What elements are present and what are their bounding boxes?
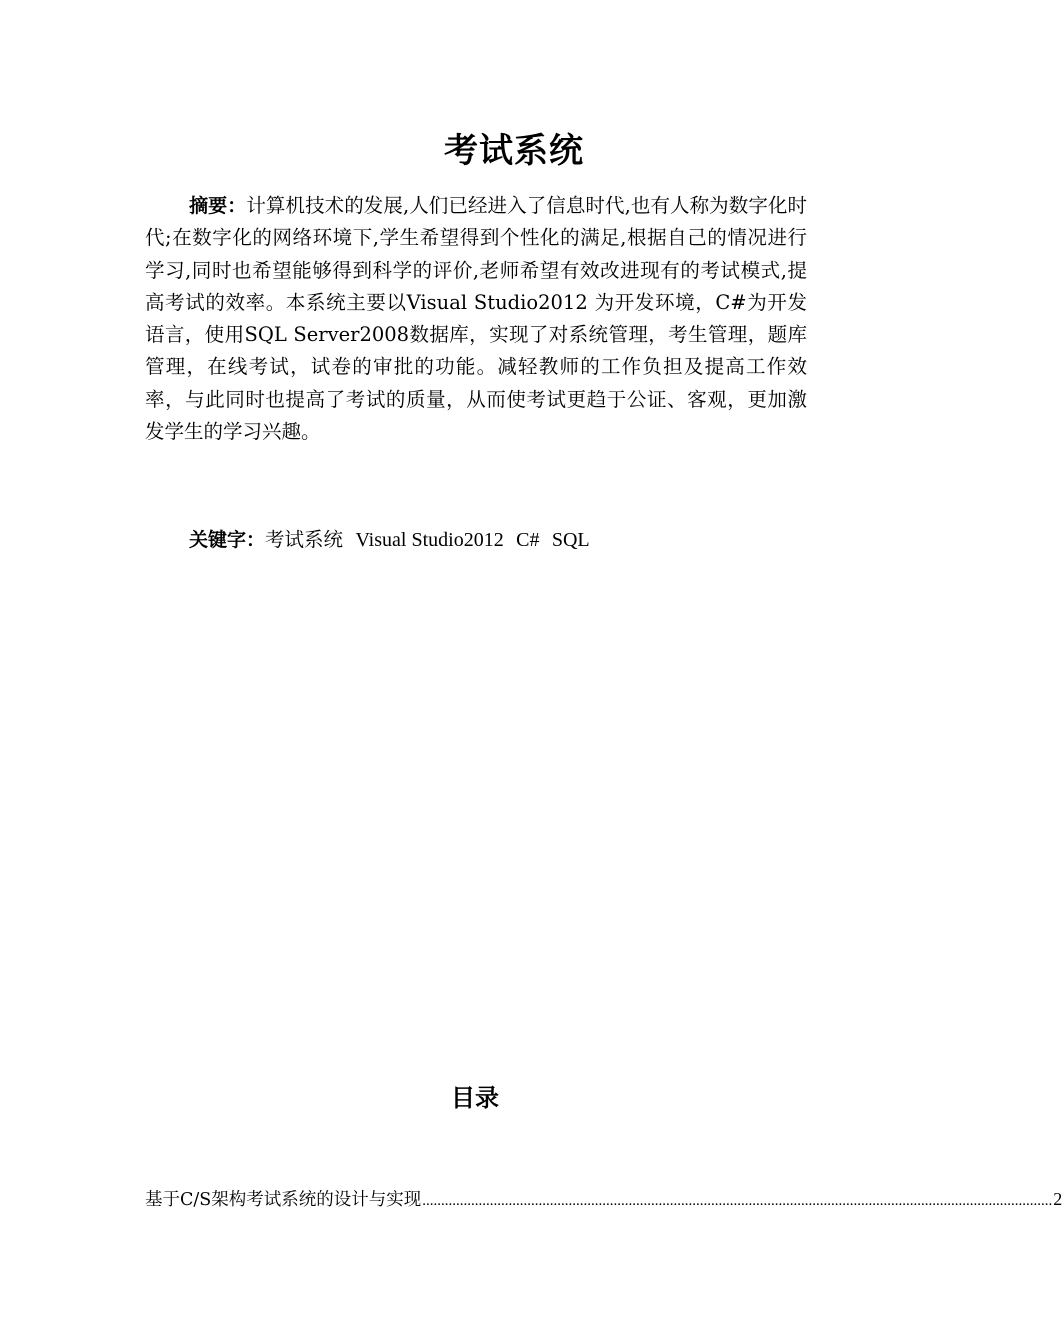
keyword-item: SQL	[551, 529, 590, 551]
toc-dot-leader: ........................................................................................................................................................................	[422, 1193, 1053, 1209]
toc-entry-text: 基于C/S架构考试系统的设计与实现	[145, 1190, 422, 1210]
keyword-item: 考试系统	[265, 528, 344, 551]
keywords-label: 关键字：	[189, 529, 266, 551]
toc-title: 目录	[451, 1084, 499, 1112]
abstract-label: 摘要：	[189, 195, 247, 217]
toc-entry[interactable]	[145, 1186, 1062, 1214]
toc-entry-page: 2	[1053, 1189, 1062, 1209]
keywords-line	[189, 524, 809, 556]
keyword-item: Visual Studio2012	[355, 529, 504, 551]
abstract-body: 计算机技术的发展,人们已经进入了信息时代,也有人称为数字化时代;在数字化的网络环境下,学生希望得到个性化的满足,根据自己的情况进行学习,同时也希望能够得到科学的评价,老师希望有效改进现有的考试模式,提高考试的效率。本系统主要以Visual Studio2012 为开发环境，C#为开发语言，使用SQL Server2008数据库，实现了对系统管理，考生管理，题库管理，在线考试，试卷的审批的功能。减轻教师的工作负担及提高工作效率，与此同时也提高了考试的质量，从而使考试更趋于公证、客观，更加激发学生的学习兴趣。	[145, 194, 807, 444]
keyword-item: C#	[516, 529, 540, 551]
document-title: 考试系统	[444, 131, 584, 171]
abstract-paragraph	[145, 190, 807, 448]
